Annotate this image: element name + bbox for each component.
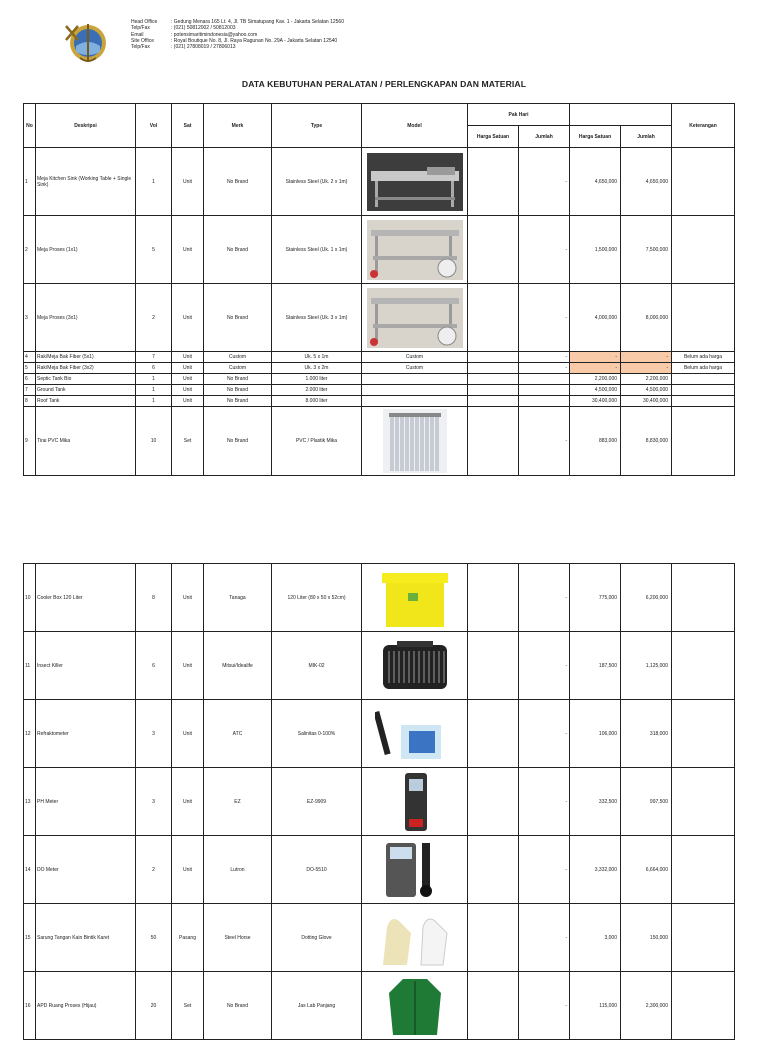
- cell-keterangan: [672, 700, 735, 768]
- cell-pak-jumlah: -: [519, 216, 570, 284]
- cell-pak-jumlah: -: [519, 284, 570, 352]
- cell-pak-harga: [468, 768, 519, 836]
- cell-harga-satuan: 1,500,000: [570, 216, 621, 284]
- cell-model: [362, 284, 468, 352]
- cell-merk: No Brand: [204, 385, 272, 396]
- cell-merk: Custom: [204, 352, 272, 363]
- cell-jumlah: 8,000,000: [621, 284, 672, 352]
- cell-model: [362, 836, 468, 904]
- cell-harga-satuan: 775,000: [570, 564, 621, 632]
- cell-vol: 20: [136, 972, 172, 1040]
- cell-pak-harga: [468, 385, 519, 396]
- cell-no: 5: [24, 363, 36, 374]
- do-meter-icon: [365, 839, 464, 901]
- cell-vol: 3: [136, 700, 172, 768]
- table-row: [24, 564, 735, 632]
- cell-jumlah: 4,650,000: [621, 148, 672, 216]
- cell-sat: Unit: [172, 148, 204, 216]
- cell-vol: 2: [136, 836, 172, 904]
- cell-harga-satuan: 4,650,000: [570, 148, 621, 216]
- table-row: [24, 700, 735, 768]
- lab-coat-icon: [365, 975, 464, 1037]
- col-header-merk: Merk: [204, 104, 272, 148]
- cell-keterangan: [672, 396, 735, 407]
- cell-keterangan: [672, 564, 735, 632]
- pvc-curtain-icon: [365, 409, 464, 473]
- address-value: : Royal Boutique No. 8, Jl. Raya Ragunan No. 29A - Jakarta Selatan 12540: [171, 37, 338, 44]
- col-header-keterangan: Keterangan: [672, 104, 735, 148]
- cell-harga-satuan: 115,000: [570, 972, 621, 1040]
- steel-table-icon: [365, 288, 464, 348]
- refractometer-icon: [365, 703, 464, 765]
- cell-deskripsi: Meja Proses (3x1): [36, 284, 136, 352]
- cell-type: Stainless Steel (Uk. 3 x 1m): [272, 284, 362, 352]
- cell-pak-jumlah: -: [519, 972, 570, 1040]
- cell-no: 15: [24, 904, 36, 972]
- cell-merk: EZ: [204, 768, 272, 836]
- cell-sat: Unit: [172, 768, 204, 836]
- cell-keterangan: [672, 904, 735, 972]
- cell-deskripsi: Meja Proses (1x1): [36, 216, 136, 284]
- cell-merk: Mitsui/Idealife: [204, 632, 272, 700]
- cell-jumlah: 997,500: [621, 768, 672, 836]
- cell-model: [362, 904, 468, 972]
- cell-jumlah: -: [621, 352, 672, 363]
- cell-keterangan: [672, 836, 735, 904]
- cell-model: [362, 564, 468, 632]
- cell-no: 16: [24, 972, 36, 1040]
- cell-pak-harga: [468, 216, 519, 284]
- cell-model: [362, 407, 468, 476]
- gloves-icon: [365, 907, 464, 969]
- cell-sat: Unit: [172, 363, 204, 374]
- cell-type: Jas Lab Panjang: [272, 972, 362, 1040]
- col-header-jumlah: Jumlah: [519, 126, 570, 148]
- cell-model: [362, 374, 468, 385]
- cell-merk: No Brand: [204, 284, 272, 352]
- cell-jumlah: 2,300,000: [621, 972, 672, 1040]
- cell-type: Salinitas 0-100%: [272, 700, 362, 768]
- cell-model: [362, 385, 468, 396]
- cell-model: [362, 972, 468, 1040]
- cell-harga-satuan: 4,000,000: [570, 284, 621, 352]
- table-row: [24, 363, 735, 374]
- cell-type: DO-5510: [272, 836, 362, 904]
- cell-pak-harga: [468, 396, 519, 407]
- cell-merk: No Brand: [204, 407, 272, 476]
- cell-deskripsi: Sarung Tangan Kain Bintik Karet: [36, 904, 136, 972]
- cell-sat: Set: [172, 407, 204, 476]
- cell-vol: 6: [136, 363, 172, 374]
- cell-deskripsi: Meja Kitchen Sink (Working Table + Single Sink): [36, 148, 136, 216]
- address-label: Telp/Fax: [131, 44, 150, 51]
- cell-sat: Set: [172, 972, 204, 1040]
- cell-harga-satuan: 187,500: [570, 632, 621, 700]
- address-value: : potensimaritimindonesia@yahoo.com: [171, 31, 258, 38]
- cell-jumlah: 1,125,000: [621, 632, 672, 700]
- cell-harga-satuan: 2,200,000: [570, 374, 621, 385]
- table-row: [24, 904, 735, 972]
- cell-pak-jumlah: [519, 396, 570, 407]
- page-title: DATA KEBUTUHAN PERALATAN / PERLENGKAPAN DAN MATERIAL: [241, 79, 527, 89]
- cell-vol: 1: [136, 396, 172, 407]
- address-label: Head Office: [131, 19, 158, 25]
- table-row: [24, 216, 735, 284]
- cell-pak-jumlah: -: [519, 632, 570, 700]
- cell-deskripsi: PH Meter: [36, 768, 136, 836]
- cell-pak-harga: [468, 904, 519, 972]
- cell-no: 12: [24, 700, 36, 768]
- cell-deskripsi: Refraktometer: [36, 700, 136, 768]
- table-row: [24, 374, 735, 385]
- cell-keterangan: [672, 407, 735, 476]
- address-label: Email: [131, 31, 144, 38]
- cell-no: 6: [24, 374, 36, 385]
- cell-pak-harga: [468, 284, 519, 352]
- col-header-pak-hari: Pak Hari: [468, 104, 570, 126]
- cell-harga-satuan: 3,332,000: [570, 836, 621, 904]
- cell-sat: Unit: [172, 385, 204, 396]
- cell-model: Custom: [362, 352, 468, 363]
- cell-harga-satuan: 3,000: [570, 904, 621, 972]
- cell-deskripsi: DO Meter: [36, 836, 136, 904]
- cell-model: [362, 700, 468, 768]
- cell-model: [362, 148, 468, 216]
- cell-no: 14: [24, 836, 36, 904]
- cell-no: 7: [24, 385, 36, 396]
- cell-jumlah: 6,664,000: [621, 836, 672, 904]
- cell-sat: Unit: [172, 632, 204, 700]
- table-row: [24, 972, 735, 1040]
- cell-keterangan: [672, 148, 735, 216]
- cell-deskripsi: Tirai PVC Mika: [36, 407, 136, 476]
- table-row: [24, 284, 735, 352]
- cell-sat: Unit: [172, 836, 204, 904]
- cell-vol: 5: [136, 216, 172, 284]
- cell-pak-jumlah: -: [519, 407, 570, 476]
- cell-pak-harga: [468, 632, 519, 700]
- cell-sat: Unit: [172, 700, 204, 768]
- company-address-block: [131, 19, 344, 50]
- cell-keterangan: [672, 284, 735, 352]
- cell-harga-satuan: 4,500,000: [570, 385, 621, 396]
- cell-merk: ATC: [204, 700, 272, 768]
- cell-merk: Custom: [204, 363, 272, 374]
- cell-model: Custom: [362, 363, 468, 374]
- cell-harga-satuan: -: [570, 352, 621, 363]
- cell-keterangan: [672, 632, 735, 700]
- cell-jumlah: 8,830,000: [621, 407, 672, 476]
- cell-no: 9: [24, 407, 36, 476]
- cell-harga-satuan: -: [570, 363, 621, 374]
- cell-vol: 1: [136, 148, 172, 216]
- address-label: Telp/Fax: [131, 25, 150, 32]
- col-header-jumlah-2: Jumlah: [621, 126, 672, 148]
- table-row: [24, 407, 735, 476]
- ph-meter-icon: [365, 771, 464, 833]
- cell-pak-harga: [468, 352, 519, 363]
- cell-type: 2.000 liter: [272, 385, 362, 396]
- cell-type: PVC / Plastik Mika: [272, 407, 362, 476]
- cell-deskripsi: Rak/Meja Bak Fiber (3x2): [36, 363, 136, 374]
- cell-type: Dotting Glove: [272, 904, 362, 972]
- cell-type: 120 Liter (80 x 50 x 52cm): [272, 564, 362, 632]
- table-row: [24, 352, 735, 363]
- cell-type: Uk. 3 x 2m: [272, 363, 362, 374]
- cell-model: [362, 396, 468, 407]
- cell-pak-jumlah: -: [519, 700, 570, 768]
- cell-merk: No Brand: [204, 148, 272, 216]
- steel-table-icon: [365, 220, 464, 280]
- cell-deskripsi: Septic Tank Bio: [36, 374, 136, 385]
- cell-deskripsi: Rak/Meja Bak Fiber (5x1): [36, 352, 136, 363]
- cell-pak-jumlah: -: [519, 148, 570, 216]
- cell-model: [362, 216, 468, 284]
- cell-sat: Unit: [172, 216, 204, 284]
- cell-merk: No Brand: [204, 374, 272, 385]
- cell-no: 10: [24, 564, 36, 632]
- col-header-blank: [570, 104, 672, 126]
- cell-no: 11: [24, 632, 36, 700]
- cell-deskripsi: Ground Tank: [36, 385, 136, 396]
- cell-deskripsi: Cooler Box 120 Liter: [36, 564, 136, 632]
- cell-no: 4: [24, 352, 36, 363]
- cell-jumlah: 30,400,000: [621, 396, 672, 407]
- cell-vol: 8: [136, 564, 172, 632]
- cell-vol: 3: [136, 768, 172, 836]
- cell-jumlah: 2,200,000: [621, 374, 672, 385]
- col-header-sat: Sat: [172, 104, 204, 148]
- col-header-harga-satuan: Harga Satuan: [468, 126, 519, 148]
- col-header-no: No: [24, 104, 36, 148]
- cell-pak-jumlah: [519, 385, 570, 396]
- cooler-box-icon: [365, 567, 464, 629]
- cell-pak-harga: [468, 836, 519, 904]
- cell-pak-jumlah: -: [519, 564, 570, 632]
- cell-sat: Unit: [172, 284, 204, 352]
- cell-harga-satuan: 30,400,000: [570, 396, 621, 407]
- table-row: [24, 632, 735, 700]
- cell-pak-harga: [468, 363, 519, 374]
- cell-pak-jumlah: -: [519, 904, 570, 972]
- cell-merk: No Brand: [204, 396, 272, 407]
- cell-no: 3: [24, 284, 36, 352]
- cell-merk: Steel Horse: [204, 904, 272, 972]
- table-row: [24, 396, 735, 407]
- cell-pak-harga: [468, 407, 519, 476]
- col-header-vol: Vol: [136, 104, 172, 148]
- address-line: [131, 44, 344, 50]
- address-value: : (021) 27808019 / 27806013: [171, 44, 236, 51]
- cell-no: 8: [24, 396, 36, 407]
- cell-deskripsi: APD Ruang Proses (Hijau): [36, 972, 136, 1040]
- cell-sat: Unit: [172, 352, 204, 363]
- company-logo: [58, 20, 110, 66]
- cell-vol: 6: [136, 632, 172, 700]
- cell-deskripsi: Roof Tank: [36, 396, 136, 407]
- cell-keterangan: [672, 768, 735, 836]
- address-value: : (021) 50812002 / 50812003: [171, 25, 236, 32]
- address-label: Site Office: [131, 37, 154, 44]
- cell-jumlah: 6,200,000: [621, 564, 672, 632]
- cell-model: [362, 632, 468, 700]
- cell-keterangan: [672, 216, 735, 284]
- cell-pak-harga: [468, 148, 519, 216]
- col-header-type: Type: [272, 104, 362, 148]
- cell-vol: 2: [136, 284, 172, 352]
- cell-jumlah: -: [621, 363, 672, 374]
- cell-type: Uk. 5 x 1m: [272, 352, 362, 363]
- cell-keterangan: [672, 385, 735, 396]
- equipment-table-1: [23, 103, 735, 476]
- insect-killer-icon: [365, 635, 464, 697]
- table-row: [24, 836, 735, 904]
- cell-pak-jumlah: -: [519, 363, 570, 374]
- cell-vol: 50: [136, 904, 172, 972]
- cell-sat: Unit: [172, 396, 204, 407]
- cell-vol: 1: [136, 374, 172, 385]
- cell-type: 1.000 liter: [272, 374, 362, 385]
- cell-harga-satuan: 332,500: [570, 768, 621, 836]
- cell-vol: 10: [136, 407, 172, 476]
- cell-sat: Unit: [172, 374, 204, 385]
- cell-deskripsi: Insect Killer: [36, 632, 136, 700]
- cell-vol: 1: [136, 385, 172, 396]
- cell-merk: Tanaga: [204, 564, 272, 632]
- kitchen-sink-icon: [365, 153, 464, 211]
- cell-pak-harga: [468, 374, 519, 385]
- col-header-model: Model: [362, 104, 468, 148]
- cell-type: 8.000 liter: [272, 396, 362, 407]
- cell-keterangan: Belum ada harga: [672, 352, 735, 363]
- cell-sat: Unit: [172, 564, 204, 632]
- cell-pak-harga: [468, 564, 519, 632]
- cell-model: [362, 768, 468, 836]
- cell-merk: Lutron: [204, 836, 272, 904]
- col-header-harga-satuan-2: Harga Satuan: [570, 126, 621, 148]
- cell-type: MIK-02: [272, 632, 362, 700]
- cell-type: Stainless Steel (Uk. 1 x 1m): [272, 216, 362, 284]
- table-row: [24, 768, 735, 836]
- cell-no: 13: [24, 768, 36, 836]
- cell-sat: Pasang: [172, 904, 204, 972]
- cell-jumlah: 318,000: [621, 700, 672, 768]
- cell-harga-satuan: 883,000: [570, 407, 621, 476]
- cell-jumlah: 7,500,000: [621, 216, 672, 284]
- cell-keterangan: [672, 374, 735, 385]
- address-value: : Gedung Menara 165 Lt. 4, Jl. TB Simatupang Kav. 1 - Jakarta Selatan 12560: [171, 19, 344, 25]
- cell-type: EZ-9909: [272, 768, 362, 836]
- cell-no: 1: [24, 148, 36, 216]
- cell-pak-jumlah: -: [519, 768, 570, 836]
- cell-harga-satuan: 106,000: [570, 700, 621, 768]
- cell-vol: 7: [136, 352, 172, 363]
- equipment-table-2: [23, 563, 735, 1040]
- cell-pak-jumlah: -: [519, 836, 570, 904]
- cell-jumlah: 150,000: [621, 904, 672, 972]
- table-row: [24, 148, 735, 216]
- cell-pak-harga: [468, 700, 519, 768]
- col-header-deskripsi: Deskripsi: [36, 104, 136, 148]
- cell-pak-harga: [468, 972, 519, 1040]
- cell-pak-jumlah: [519, 374, 570, 385]
- cell-merk: No Brand: [204, 216, 272, 284]
- cell-pak-jumlah: -: [519, 352, 570, 363]
- cell-merk: No Brand: [204, 972, 272, 1040]
- cell-type: Stainless Steel (Uk. 2 x 1m): [272, 148, 362, 216]
- cell-jumlah: 4,500,000: [621, 385, 672, 396]
- cell-keterangan: [672, 972, 735, 1040]
- table-row: [24, 385, 735, 396]
- cell-no: 2: [24, 216, 36, 284]
- cell-keterangan: Belum ada harga: [672, 363, 735, 374]
